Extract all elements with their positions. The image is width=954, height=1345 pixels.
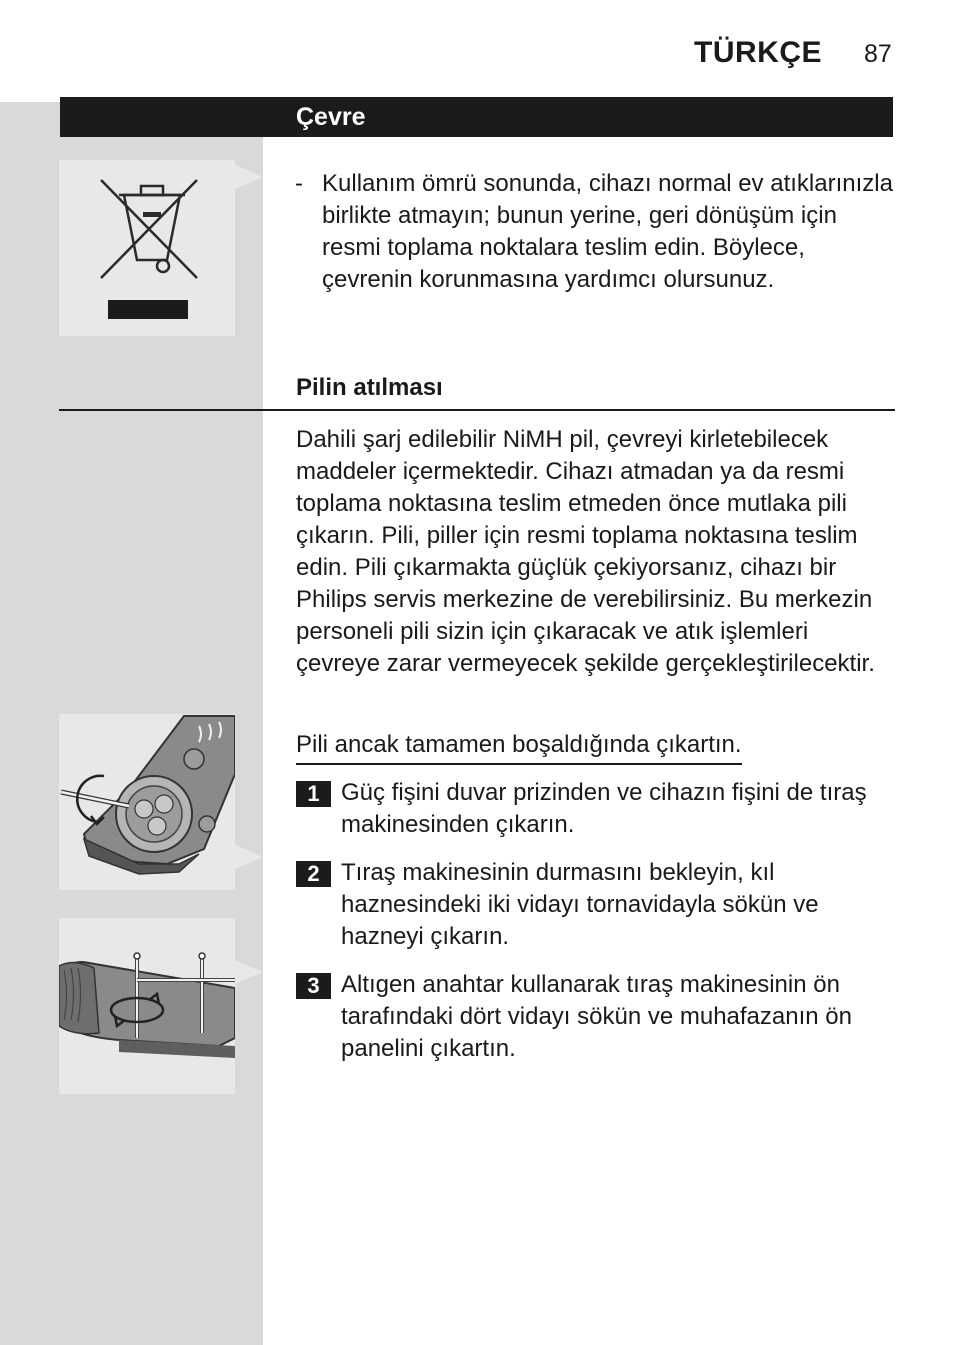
- step-number-badge: 2: [296, 861, 331, 887]
- language-heading: TÜRKÇE: [694, 36, 822, 69]
- step2-figure: [59, 714, 235, 890]
- figure-pointer: [235, 165, 263, 189]
- page-number: 87: [864, 40, 892, 68]
- figure-pointer: [235, 960, 263, 984]
- step-number-badge: 3: [296, 973, 331, 999]
- section-title: Çevre: [296, 103, 366, 131]
- list-bullet: -: [295, 170, 303, 197]
- step-text: Tıraş makinesinin durmasını bekleyin, kıl haznesindeki iki vidayı tornavidayla sökün ve hazneyi çıkarın.: [341, 859, 819, 950]
- figure-pointer: [235, 845, 263, 869]
- step-number-badge: 1: [296, 781, 331, 807]
- section-bar-environment: [60, 97, 893, 137]
- shaver-hex-key-illustration: [59, 918, 235, 1094]
- step-text: Altıgen anahtar kullanarak tıraş makinesinin ön tarafındaki dört vidayı sökün ve muhafazanın ön panelini çıkartın.: [341, 971, 852, 1062]
- battery-paragraph: Dahili şarj edilebilir NiMH pil, çevreyi kirletebilecek maddeler içermektedir. Cihazı atmadan ya da resmi toplama noktasına teslim etmeden önce mutlaka pili çıkarın. Pili, piller için resmi toplama noktasına teslim edin. Pili çıkarmakta güçlük çekiyorsanız, cihazı bir Philips servis merkezine de verebilirsiniz. Bu merkezin personeli pili sizin için çıkaracak ve atık işlemleri çevreye zarar vermeyecek şekilde gerçekleştirilecektir.: [296, 426, 875, 677]
- battery-note: Pili ancak tamamen boşaldığında çıkartın.: [296, 729, 742, 765]
- battery-heading: Pilin atılması: [296, 374, 443, 401]
- weee-bin-figure: [59, 160, 235, 336]
- step3-figure: [59, 918, 235, 1094]
- crossed-out-wheelie-bin-icon: [59, 160, 235, 336]
- step-text: Güç fişini duvar prizinden ve cihazın fişini de tıraş makinesinden çıkarın.: [341, 779, 867, 838]
- heading-rule: [59, 409, 895, 411]
- environment-text: Kullanım ömrü sonunda, cihazı normal ev atıklarınızla birlikte atmayın; bunun yerine, geri dönüşüm için resmi toplama noktalara teslim edin. Böylece, çevrenin korunmasına yardımcı olursunuz.: [322, 170, 893, 293]
- shaver-screwdriver-illustration: [59, 714, 235, 890]
